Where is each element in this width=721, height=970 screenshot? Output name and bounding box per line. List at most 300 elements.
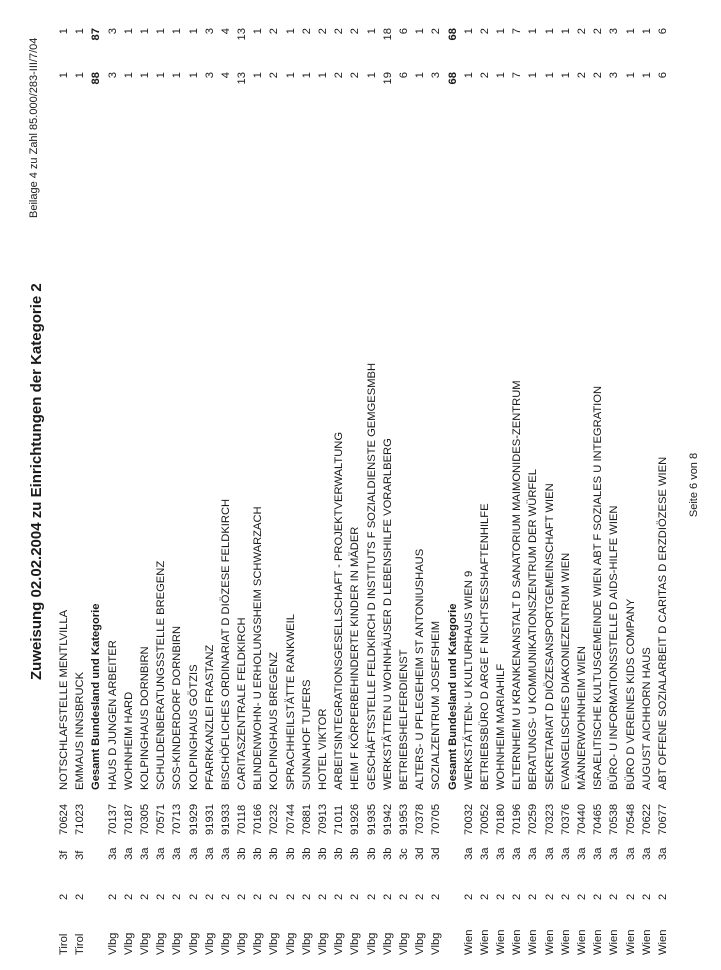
value-1-cell: 1: [624, 72, 637, 79]
code-cell: 91935: [365, 803, 378, 835]
subcategory-cell: 3a: [187, 847, 200, 860]
table-row: [315, 0, 331, 970]
category-cell: 2: [381, 893, 394, 900]
code-cell: 70180: [495, 803, 508, 835]
state-cell: Vlbg: [365, 932, 378, 955]
state-cell: Vlbg: [171, 932, 184, 955]
subcategory-cell: 3c: [397, 848, 410, 860]
state-cell: Vlbg: [349, 932, 362, 955]
state-cell: Vlbg: [414, 932, 427, 955]
state-cell: Wien: [608, 929, 621, 955]
state-cell: Vlbg: [236, 932, 249, 955]
table-row: [493, 0, 509, 970]
table-row: [574, 0, 590, 970]
institution-name-cell: ARBEITSINTEGRATIONSGESELLSCHAFT - PROJEKTVERWALTUNG: [333, 431, 346, 790]
value-2-cell: 7: [511, 28, 524, 35]
table-row: [412, 0, 428, 970]
table-row: [396, 0, 412, 970]
state-cell: Vlbg: [333, 932, 346, 955]
table-row: [639, 0, 655, 970]
code-cell: 70548: [624, 803, 637, 835]
reference-number: Beilage 4 zu Zahl 85.000/283-III/7/04: [28, 37, 40, 218]
table-row: [509, 0, 525, 970]
value-2-cell: 1: [543, 28, 556, 35]
institution-name-cell: WERKSTÄTTEN- U KULTURHAUS WIEN 9: [462, 570, 475, 790]
subcategory-cell: 3b: [268, 847, 281, 860]
subcategory-cell: 3d: [414, 847, 427, 860]
value-2-cell: 1: [462, 28, 475, 35]
table-row: [606, 0, 622, 970]
category-cell: 2: [236, 893, 249, 900]
value-2-cell: 18: [381, 28, 394, 41]
table-row: [283, 0, 299, 970]
state-cell: Wien: [624, 929, 637, 955]
value-1-cell: 6: [656, 72, 669, 79]
institution-name-cell: SUNNAHOF TUFERS: [300, 679, 313, 790]
subcategory-cell: 3a: [624, 847, 637, 860]
table-row: [558, 0, 574, 970]
value-1-cell: 1: [187, 72, 200, 79]
category-cell: 2: [608, 893, 621, 900]
subcategory-cell: 3b: [236, 847, 249, 860]
value-2-cell: 1: [527, 28, 540, 35]
subcategory-cell: 3f: [58, 850, 70, 860]
value-1-cell: 3: [430, 72, 443, 79]
state-cell: Vlbg: [300, 932, 313, 955]
value-2-cell: 1: [284, 28, 297, 35]
value-1-cell: 1: [138, 72, 151, 79]
value-1-cell: 1: [462, 72, 475, 79]
value-1-cell: 1: [365, 72, 378, 79]
state-cell: Tirol: [74, 933, 87, 955]
subcategory-cell: 3a: [527, 847, 540, 860]
subcategory-cell: 3a: [138, 847, 151, 860]
code-cell: 70705: [430, 803, 443, 835]
value-1-cell: 6: [397, 72, 410, 79]
value-1-cell: 1: [284, 72, 297, 79]
value-1-cell: 1: [317, 72, 329, 79]
value-2-cell: 2: [268, 28, 281, 35]
state-cell: Vlbg: [268, 932, 281, 955]
institution-name-cell: ABT OFFENE SOZIALARBEIT D CARITAS D ERZDIÖZESE WIEN: [656, 456, 669, 790]
category-cell: 2: [138, 893, 151, 900]
value-1-cell: 13: [236, 72, 249, 85]
category-cell: 2: [397, 893, 410, 900]
subcategory-cell: 3a: [155, 847, 168, 860]
value-2-cell: 3: [106, 28, 119, 35]
table-row: [623, 0, 639, 970]
category-cell: 2: [527, 893, 540, 900]
value-2-cell: 2: [576, 28, 588, 35]
institution-name-cell: BLINDENWOHN- U ERHOLUNGSHEIM SCHWARZACH: [252, 506, 265, 790]
table-row: [56, 0, 72, 970]
code-cell: 70881: [300, 803, 313, 835]
subcategory-cell: 3b: [252, 847, 265, 860]
state-cell: Wien: [462, 929, 475, 955]
value-2-cell: 3: [203, 28, 216, 35]
institution-name-cell: BERATUNGS- U KOMMUNIKATIONSZENTRUM DER WÜRFEL: [527, 469, 540, 790]
value-2-cell: 2: [349, 28, 362, 35]
subcategory-cell: 3a: [559, 847, 572, 860]
value-2-cell: 1: [58, 28, 70, 35]
code-cell: 70713: [171, 803, 184, 835]
table-row: [202, 0, 218, 970]
category-cell: 2: [268, 893, 281, 900]
institution-name-cell: BÜRO D VEREINES KIDS COMPANY: [624, 598, 637, 790]
value-2-cell: 2: [592, 28, 605, 35]
category-cell: 2: [365, 893, 378, 900]
category-cell: 2: [559, 893, 572, 900]
institution-name-cell: NOTSCHLAFSTELLE MENTLVILLA: [58, 609, 70, 790]
table-row: [137, 0, 153, 970]
table-row: [477, 0, 493, 970]
table-row: [461, 0, 477, 970]
code-cell: 91942: [381, 803, 394, 835]
state-cell: Wien: [495, 929, 508, 955]
subcategory-cell: 3b: [284, 847, 297, 860]
institution-name-cell: SPRACHHEILSTÄTTE RANKWEIL: [284, 614, 297, 790]
state-cell: Vlbg: [122, 932, 135, 955]
value-2-cell: 1: [122, 28, 135, 35]
table-row: [218, 0, 234, 970]
value-1-cell: 3: [203, 72, 216, 79]
code-cell: 70232: [268, 803, 281, 835]
institution-name-cell: PFARRKANZLEI FRASTANZ: [203, 644, 216, 790]
value-1-cell: 1: [559, 72, 572, 79]
state-cell: Vlbg: [106, 932, 119, 955]
value-2-cell: 1: [171, 28, 184, 35]
category-cell: 2: [300, 893, 313, 900]
category-cell: 2: [462, 893, 475, 900]
table-row: [186, 0, 202, 970]
value-1-cell: 1: [74, 72, 87, 79]
table-total-row: [88, 0, 104, 970]
table-row: [590, 0, 606, 970]
code-cell: 70913: [317, 803, 329, 835]
code-cell: 70571: [155, 803, 168, 835]
value-1-cell: 1: [155, 72, 168, 79]
subcategory-cell: 3a: [592, 847, 605, 860]
institution-name-cell: BÜRO- U INFORMATIONSSTELLE D AIDS-HILFE WIEN: [608, 505, 621, 790]
value-1-cell: 2: [478, 72, 491, 79]
code-cell: 91931: [203, 803, 216, 835]
category-cell: 2: [430, 893, 443, 900]
category-cell: 2: [543, 893, 556, 900]
value-2-cell: 1: [495, 28, 508, 35]
table-row: [299, 0, 315, 970]
code-cell: 91926: [349, 803, 362, 835]
table-row: [331, 0, 347, 970]
institution-name-cell: EMMAUS INNSBRUCK: [74, 671, 87, 790]
value-1-cell: 1: [414, 72, 427, 79]
value-1-cell: 3: [106, 72, 119, 79]
subcategory-cell: 3a: [543, 847, 556, 860]
value-2-cell: 1: [624, 28, 637, 35]
code-cell: 70196: [511, 803, 524, 835]
value-2-cell: 1: [365, 28, 378, 35]
subcategory-cell: 3f: [74, 850, 87, 860]
code-cell: 70622: [640, 803, 653, 835]
value-1-cell: 2: [268, 72, 281, 79]
code-cell: 71011: [333, 804, 346, 835]
category-cell: 2: [155, 893, 168, 900]
category-cell: 2: [576, 893, 588, 900]
institution-name-cell: CARITASZENTRALE FELDKIRCH: [236, 617, 249, 790]
table-row: [105, 0, 121, 970]
state-cell: Vlbg: [381, 932, 394, 955]
institution-name-cell: WERKSTÄTTEN U WOHNHÄUSER D LEBENSHILFE VORARLBERG: [381, 438, 394, 790]
category-cell: 2: [333, 893, 346, 900]
state-cell: Wien: [543, 929, 556, 955]
code-cell: 71023: [74, 803, 87, 835]
institution-name-cell: HEIM F KÖRPERBEHINDERTE KINDER IN MÄDER: [349, 526, 362, 790]
subcategory-cell: 3b: [317, 847, 329, 860]
table-row: [380, 0, 396, 970]
value-1-cell: 1: [300, 72, 313, 79]
code-cell: 70465: [592, 803, 605, 835]
institution-name-cell: HAUS D JUNGEN ARBEITER: [106, 640, 119, 790]
category-cell: 2: [349, 893, 362, 900]
table-total-row: [445, 0, 461, 970]
subcategory-cell: 3b: [381, 847, 394, 860]
value-2-cell: 2: [317, 28, 329, 35]
value-2-cell: 1: [74, 28, 87, 35]
subcategory-cell: 3d: [430, 847, 443, 860]
state-cell: Vlbg: [252, 932, 265, 955]
value-1-cell: 19: [381, 72, 394, 85]
code-cell: 70677: [656, 803, 669, 835]
subcategory-cell: 3a: [171, 847, 184, 860]
subcategory-cell: 3a: [219, 847, 232, 860]
code-cell: 70187: [122, 803, 135, 835]
state-cell: Vlbg: [155, 932, 168, 955]
state-cell: Vlbg: [219, 932, 232, 955]
value-1-cell: 1: [527, 72, 540, 79]
value-2-cell: 1: [252, 28, 265, 35]
value-1-cell: 2: [592, 72, 605, 79]
state-cell: Wien: [511, 929, 524, 955]
value-1-cell: 2: [576, 72, 588, 79]
table-row: [72, 0, 88, 970]
state-cell: Vlbg: [138, 932, 151, 955]
value-1-cell: 3: [608, 72, 621, 79]
subcategory-cell: 3a: [656, 847, 669, 860]
value-1-cell: 7: [511, 72, 524, 79]
value-2-cell: 13: [236, 28, 249, 41]
value-2-cell: 1: [138, 28, 151, 35]
code-cell: 70378: [414, 803, 427, 835]
code-cell: 70624: [58, 803, 70, 835]
state-cell: Wien: [656, 929, 669, 955]
institution-name-cell: BETRIEBSHELFERDIENST: [397, 649, 410, 790]
category-cell: 2: [640, 893, 653, 900]
table-row: [542, 0, 558, 970]
value-1-cell: 4: [219, 72, 232, 79]
subcategory-cell: 3a: [203, 847, 216, 860]
institution-name-cell: BETRIEBSBÜRO D ARGE F NICHTSESSHAFTENHILFE: [478, 503, 491, 790]
table-row: [428, 0, 444, 970]
state-cell: Vlbg: [203, 932, 216, 955]
institution-name-cell: KOLPINGHAUS DORNBIRN: [138, 646, 151, 790]
state-cell: Wien: [559, 929, 572, 955]
page-number: Seite 6 von 8: [688, 452, 700, 518]
value-2-cell: 87: [90, 28, 103, 41]
institution-name-cell: GESCHÄFTSSTELLE FELDKIRCH D INSTITUTS F SOZIALDIENSTE GEMGESMBH: [365, 362, 378, 790]
state-cell: Wien: [592, 929, 605, 955]
value-1-cell: 1: [543, 72, 556, 79]
subcategory-cell: 3a: [640, 847, 653, 860]
subcategory-cell: 3a: [122, 847, 135, 860]
state-cell: Tirol: [58, 933, 70, 955]
code-cell: 70166: [252, 803, 265, 835]
value-2-cell: 4: [219, 28, 232, 35]
category-cell: 2: [624, 893, 637, 900]
value-2-cell: 3: [608, 28, 621, 35]
table-row: [153, 0, 169, 970]
value-2-cell: 1: [187, 28, 200, 35]
subcategory-cell: 3b: [365, 847, 378, 860]
subcategory-cell: 3a: [608, 847, 621, 860]
code-cell: 91953: [397, 803, 410, 835]
value-1-cell: 2: [333, 72, 346, 79]
code-cell: 70376: [559, 803, 572, 835]
state-cell: Vlbg: [430, 932, 443, 955]
value-2-cell: 1: [640, 28, 653, 35]
table-row: [655, 0, 671, 970]
category-cell: 2: [592, 893, 605, 900]
code-cell: 70538: [608, 803, 621, 835]
subcategory-cell: 3b: [349, 847, 362, 860]
institution-name-cell: Gesamt Bundesland und Kategorie: [90, 603, 103, 790]
table-row: [250, 0, 266, 970]
category-cell: 2: [478, 893, 491, 900]
value-1-cell: 1: [640, 72, 653, 79]
value-1-cell: 88: [90, 72, 103, 85]
institution-name-cell: SOS-KINDERDORF DORNBIRN: [171, 625, 184, 790]
code-cell: 70440: [576, 803, 588, 835]
institution-name-cell: ELTERNHEIM U KRANKENANSTALT D SANATORIUM MAIMONIDES-ZENTRUM: [511, 380, 524, 790]
value-1-cell: 1: [252, 72, 265, 79]
value-1-cell: 1: [58, 72, 70, 79]
institution-name-cell: HOTEL VIKTOR: [317, 708, 329, 790]
table-row: [266, 0, 282, 970]
subcategory-cell: 3a: [511, 847, 524, 860]
subcategory-cell: 3a: [106, 847, 119, 860]
page-title: Zuweisung 02.02.2004 zu Einrichtungen der Kategorie 2: [28, 283, 45, 680]
value-1-cell: 1: [122, 72, 135, 79]
category-cell: 2: [203, 893, 216, 900]
value-2-cell: 6: [397, 28, 410, 35]
subcategory-cell: 3a: [478, 847, 491, 860]
value-2-cell: 1: [414, 28, 427, 35]
subcategory-cell: 3b: [300, 847, 313, 860]
category-cell: 2: [317, 893, 329, 900]
table-row: [121, 0, 137, 970]
code-cell: 70259: [527, 803, 540, 835]
table-row: [234, 0, 250, 970]
state-cell: Vlbg: [187, 932, 200, 955]
code-cell: 70137: [106, 803, 119, 835]
table-row: [347, 0, 363, 970]
institution-name-cell: WOHNHEIM HARD: [122, 691, 135, 790]
table-row: [364, 0, 380, 970]
category-cell: 2: [106, 893, 119, 900]
value-1-cell: 2: [349, 72, 362, 79]
institution-name-cell: SOZIALZENTRUM JOSEFSHEIM: [430, 620, 443, 790]
institution-name-cell: ALTERS- U PFLEGEHEIM ST ANTONIUSHAUS: [414, 548, 427, 790]
institution-name-cell: AUGUST AICHHORN HAUS: [640, 647, 653, 790]
code-cell: 91929: [187, 803, 200, 835]
state-cell: Wien: [527, 929, 540, 955]
subcategory-cell: 3a: [462, 847, 475, 860]
state-cell: Vlbg: [317, 932, 329, 955]
code-cell: 70032: [462, 803, 475, 835]
state-cell: Wien: [478, 929, 491, 955]
code-cell: 70323: [543, 803, 556, 835]
value-1-cell: 1: [495, 72, 508, 79]
value-2-cell: 2: [430, 28, 443, 35]
category-cell: 2: [187, 893, 200, 900]
institution-name-cell: SCHULDENBERATUNGSSTELLE BREGENZ: [155, 560, 168, 790]
subcategory-cell: 3a: [495, 847, 508, 860]
value-1-cell: 1: [171, 72, 184, 79]
category-cell: 2: [58, 893, 70, 900]
institution-name-cell: BISCHÖFLICHES ORDINARIAT D DIÖZESE FELDKIRCH: [219, 498, 232, 790]
institution-name-cell: SEKRETARIAT D DIÖZESANSPORTGEMEINSCHAFT WIEN: [543, 483, 556, 790]
category-cell: 2: [414, 893, 427, 900]
value-2-cell: 6: [656, 28, 669, 35]
institution-name-cell: ISRAELITISCHE KULTUSGEMEINDE WIEN ABT F SOZIALES U INTEGRATION: [592, 385, 605, 790]
category-cell: 2: [495, 893, 508, 900]
value-1-cell: 68: [446, 72, 459, 85]
code-cell: 70305: [138, 803, 151, 835]
state-cell: Vlbg: [397, 932, 410, 955]
category-cell: 2: [284, 893, 297, 900]
code-cell: 70052: [478, 803, 491, 835]
value-2-cell: 1: [559, 28, 572, 35]
value-2-cell: 2: [478, 28, 491, 35]
code-cell: 70118: [236, 804, 249, 835]
institution-name-cell: KOLPINGHAUS GÖTZIS: [187, 664, 200, 790]
table-row: [169, 0, 185, 970]
institution-name-cell: Gesamt Bundesland und Kategorie: [446, 603, 459, 790]
institution-name-cell: KOLPINGHAUS BREGENZ: [268, 651, 281, 790]
table-row: [525, 0, 541, 970]
category-cell: 2: [252, 893, 265, 900]
category-cell: 2: [171, 893, 184, 900]
value-2-cell: 68: [446, 28, 459, 41]
subcategory-cell: 3a: [576, 847, 588, 860]
state-cell: Vlbg: [284, 932, 297, 955]
category-cell: 2: [511, 893, 524, 900]
category-cell: 2: [74, 893, 87, 900]
category-cell: 2: [219, 893, 232, 900]
institution-name-cell: MÄNNERWOHNHEIM WIEN: [576, 646, 588, 790]
state-cell: Wien: [640, 929, 653, 955]
allocation-table: [56, 0, 671, 970]
state-cell: Wien: [576, 929, 588, 955]
value-2-cell: 1: [155, 28, 168, 35]
code-cell: 91933: [219, 803, 232, 835]
institution-name-cell: WOHNHEIM MARIAHILF: [495, 663, 508, 790]
code-cell: 70744: [284, 803, 297, 835]
category-cell: 2: [656, 893, 669, 900]
institution-name-cell: EVANGELISCHES DIAKONIEZENTRUM WIEN: [559, 552, 572, 790]
value-2-cell: 2: [300, 28, 313, 35]
value-2-cell: 2: [333, 28, 346, 35]
category-cell: 2: [122, 893, 135, 900]
subcategory-cell: 3b: [333, 847, 346, 860]
